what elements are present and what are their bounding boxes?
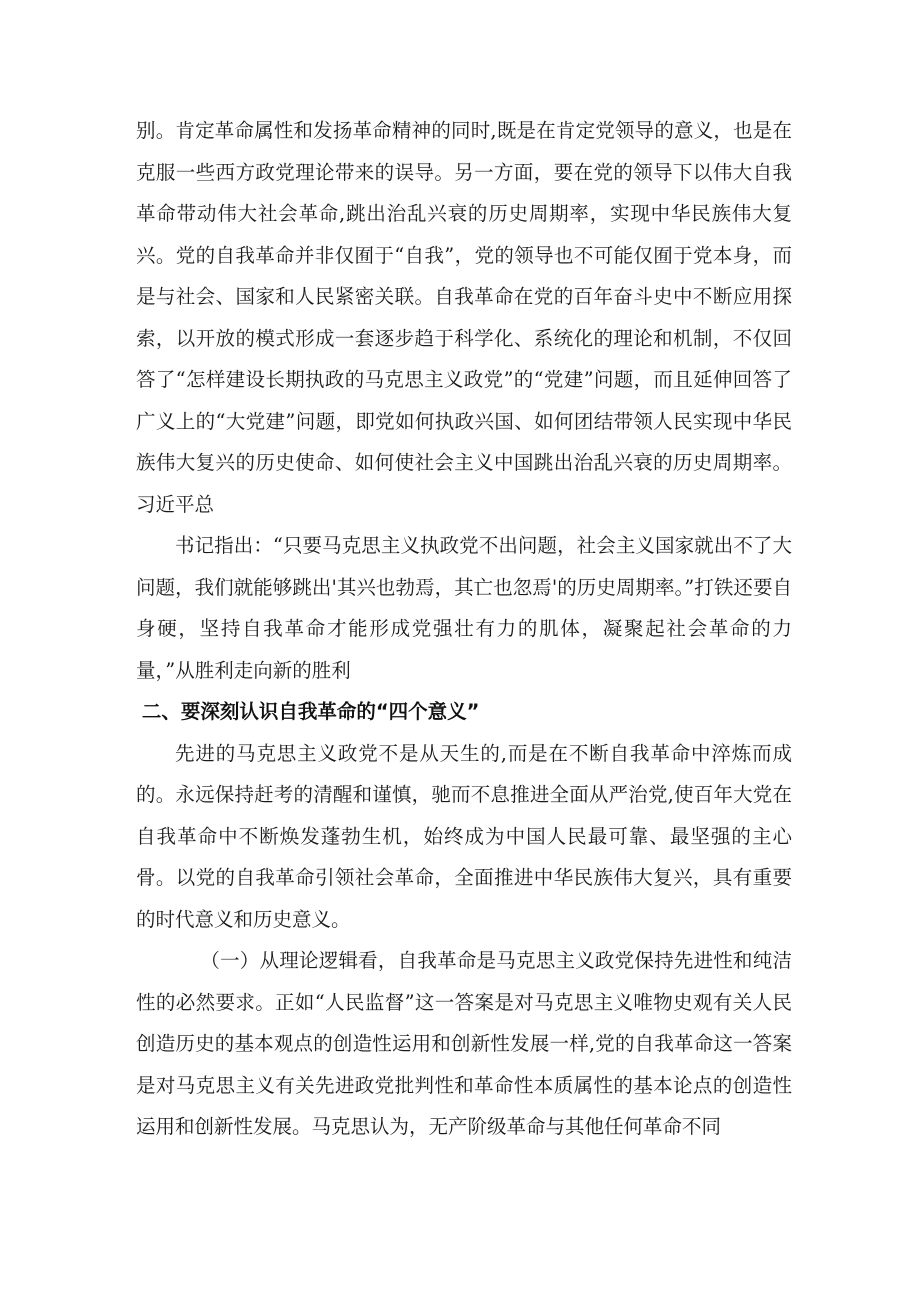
paragraph-1: 别。肯定革命属性和发扬革命精神的同时,既是在肯定党领导的意义，也是在克服一些西方政党理论带来的误导。另一方面，要在党的领导下以伟大自我革命带动伟大社会革命,跳出治乱兴衰的历史周期率，实现中华民族伟大复兴。党的自我革命并非仅囿于“自我”，党的领导也不可能仅囿于党本身，而是与社会、国家和人民紧密关联。自我革命在党的百年奋斗史中不断应用探索，以开放的模式形成一套逐步趋于科学化、系统化的理论和机制，不仅回答了“怎样建设长期执政的马克思主义政党”的“党建”问题，而且延伸回答了广义上的“大党建”问题，即党如何执政兴国、如何团结带领人民实现中华民族伟大复兴的历史使命、如何使社会主义中国跳出治乱兴衰的历史周期率。习近平总 bbox=[136, 119, 792, 516]
section-heading: 二、要深刻认识自我革命的“四个意义” bbox=[141, 700, 480, 723]
paragraph-2: 书记指出：“只要马克思主义执政党不出问题，社会主义国家就出不了大问题，我们就能够跳出'其兴也勃焉，其亡也忽焉'的历史周期率。”打铁还要自身硬，坚持自我革命才能形成党强壮有力的肌体，凝聚起社会革命的力量，”从胜利走向新的胜利 bbox=[136, 534, 792, 682]
paragraph-3: 先进的马克思主义政党不是从天生的,而是在不断自我革命中淬炼而成的。永远保持赶考的清醒和谨慎，驰而不息推进全面从严治党,使百年大党在自我革命中不断焕发蓬勃生机，始终成为中国人民最可靠、最坚强的主心骨。以党的自我革命引领社会革命，全面推进中华民族伟大复兴，具有重要的时代意义和历史意义。 bbox=[136, 741, 792, 931]
paragraph-4: （一）从理论逻辑看，自我革命是马克思主义政党保持先进性和纯洁性的必然要求。正如“人民监督”这一答案是对马克思主义唯物史观有关人民创造历史的基本观点的创造性运用和创新性发展一样,党的自我革命这一答案是对马克思主义有关先进政党批判性和革命性本质属性的基本论点的创造性运用和创新性发展。马克思认为，无产阶级革命与其他任何革命不同 bbox=[136, 949, 792, 1138]
